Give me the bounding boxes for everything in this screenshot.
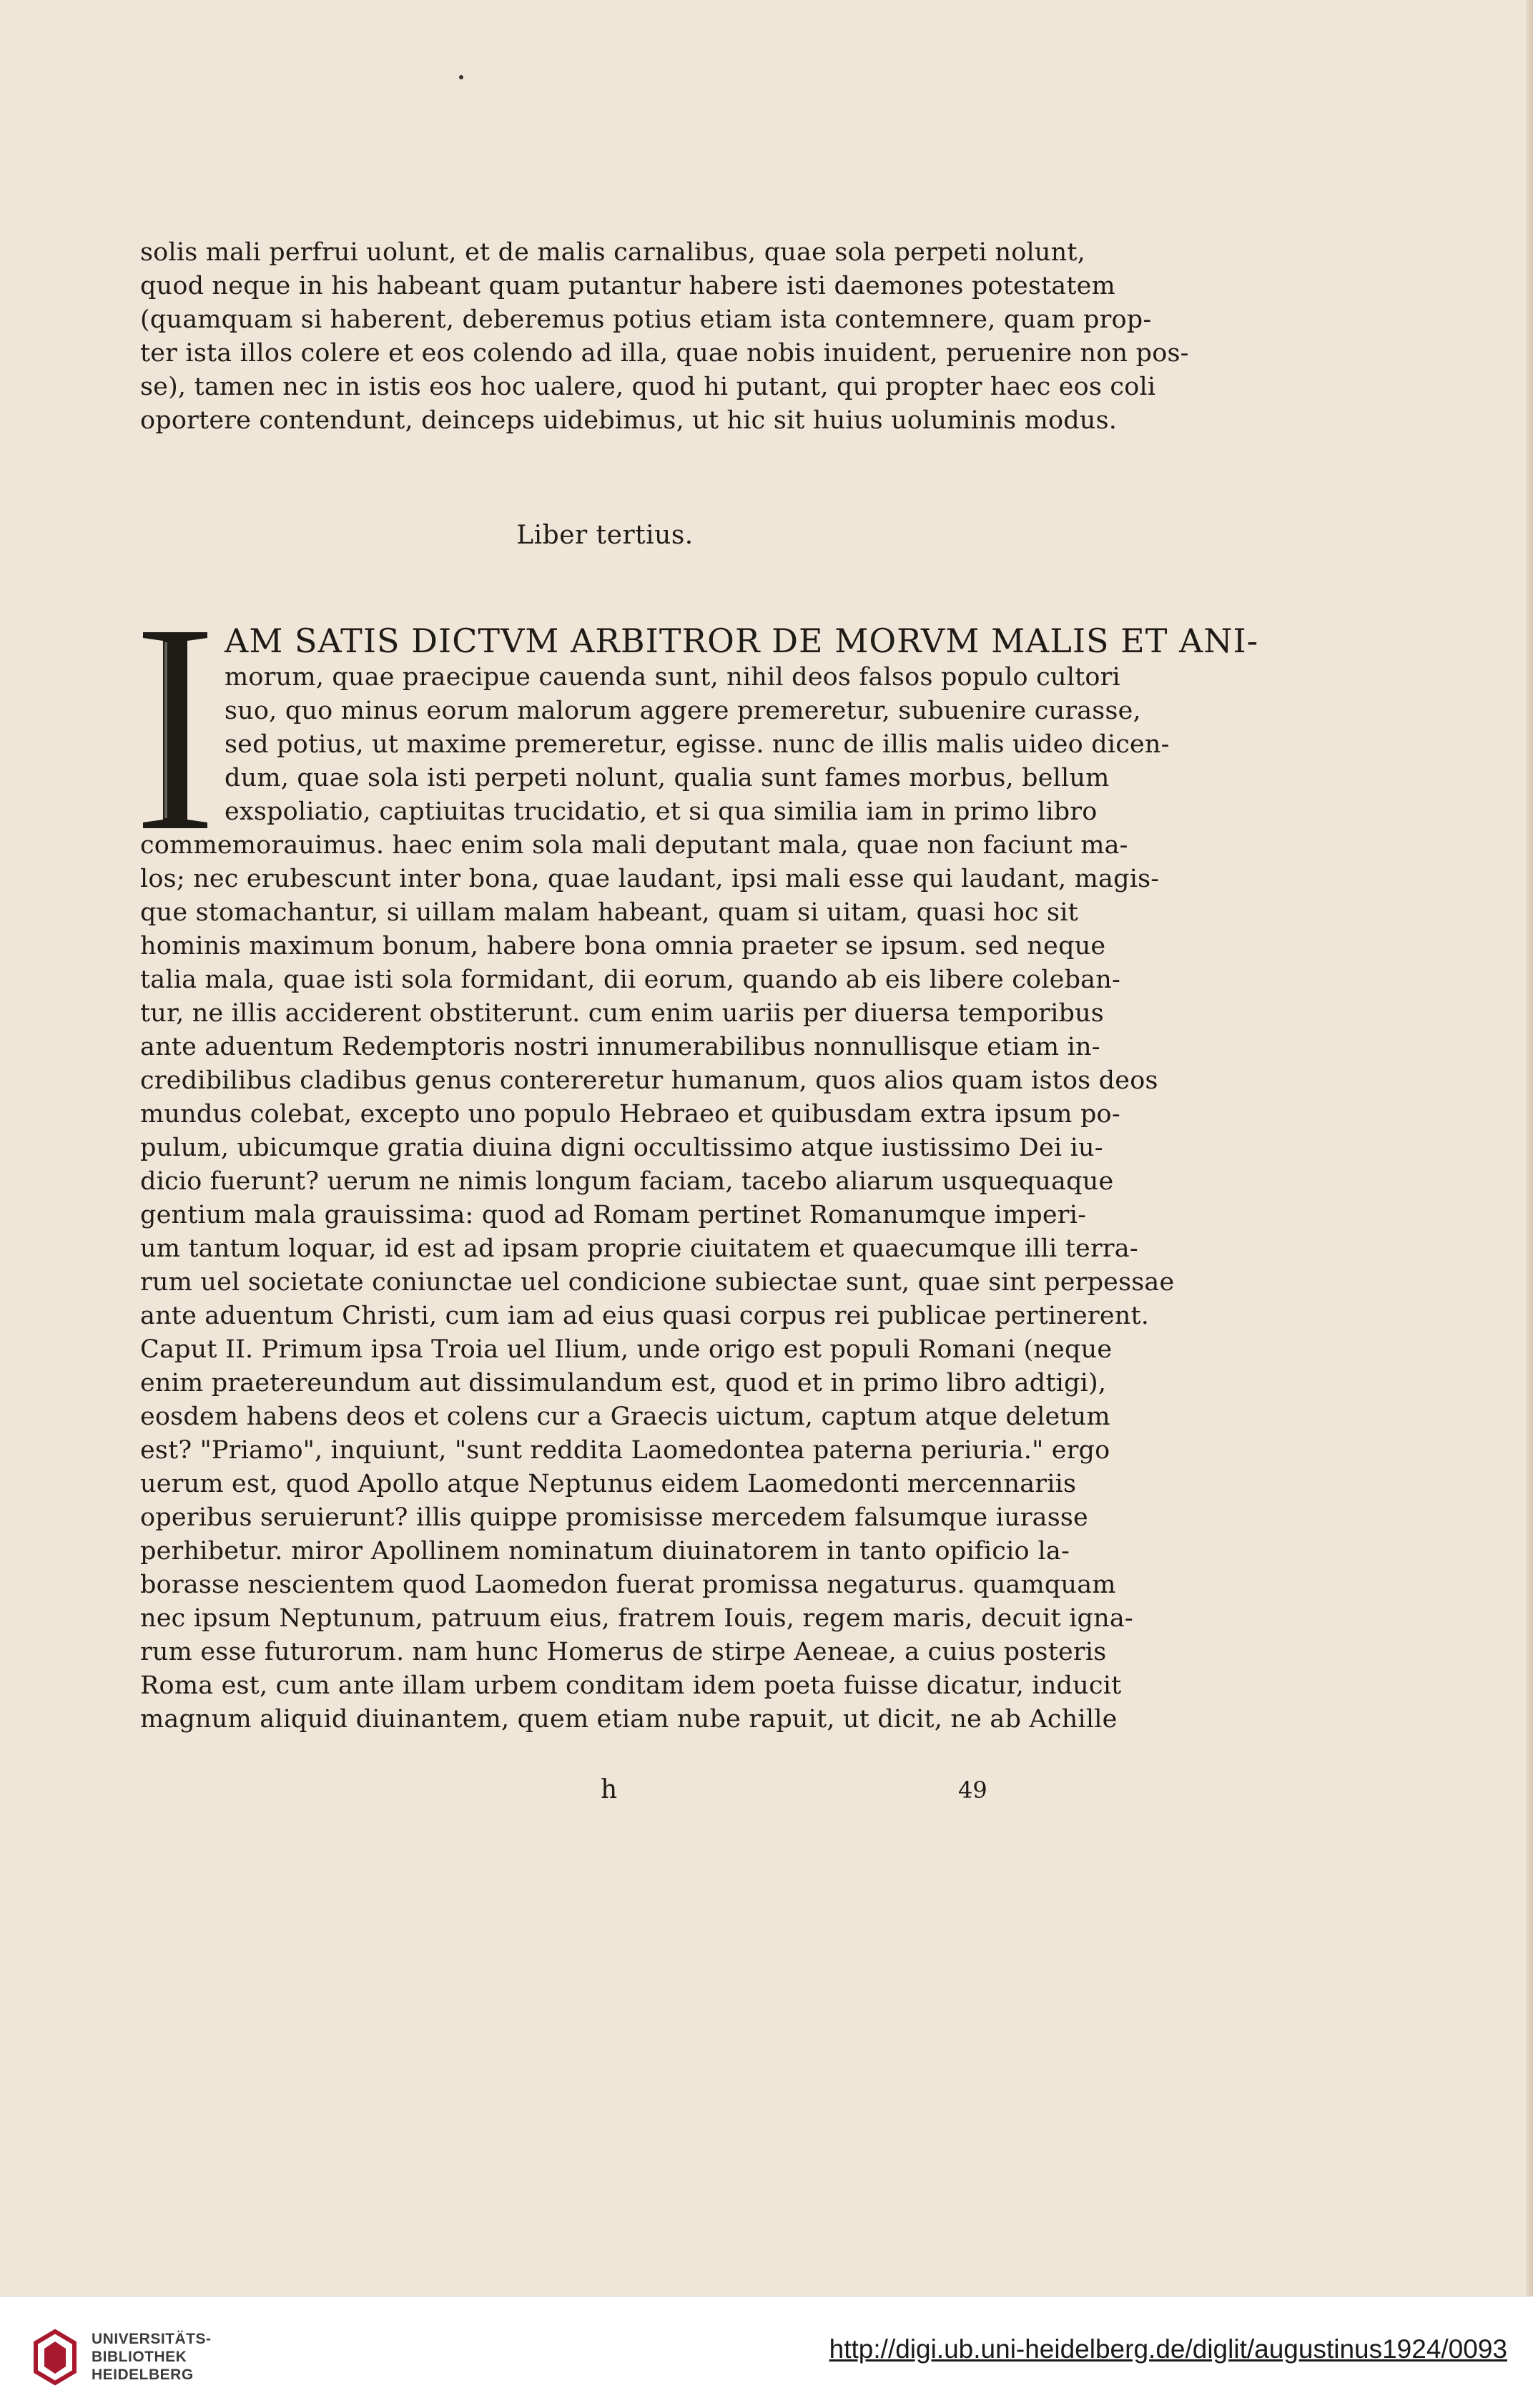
text-line: Caput II. Primum ipsa Troia uel Ilium, unde origo est populi Romani (neque: [140, 1335, 1113, 1364]
text-line: (quamquam si haberent, deberemus potius etiam ista contemnere, quam prop-: [140, 305, 1152, 334]
text-line: eosdem habens deos et colens cur a Graecis uictum, captum atque deletum: [140, 1402, 1110, 1431]
main-paragraph: [140, 829, 1175, 1736]
text-line: mundus colebat, excepto uno populo Hebraeo et quibusdam extra ipsum po-: [140, 1100, 1120, 1129]
library-name-line: BIBLIOTHEK: [92, 2349, 187, 2365]
initial-letter-i: [139, 628, 212, 832]
text-line: commemorauimus. haec enim sola mali deputant mala, quae non faciunt ma-: [140, 831, 1128, 860]
text-line: credibilibus cladibus genus contereretur humanum, quos alios quam istos deos: [140, 1066, 1158, 1095]
text-line: magnum aliquid diuinantem, quem etiam nube rapuit, ut dicit, ne ab Achille: [140, 1705, 1118, 1734]
page-edge: [1526, 0, 1533, 2296]
text-line: hominis maximum bonum, habere bona omnia praeter se ipsum. sed neque: [140, 932, 1106, 960]
text-line: morum, quae praecipue cauenda sunt, nihil deos falsos populo cultori: [225, 663, 1120, 692]
library-name-line: UNIVERSITÄTS-: [92, 2331, 212, 2347]
text-line: talia mala, quae isti sola formidant, dii eorum, quando ab eis libere coleban-: [140, 965, 1121, 994]
text-line: enim praetereundum aut dissimulandum est, quod et in primo libro adtigi),: [140, 1369, 1107, 1397]
text-line: oportere contendunt, deinceps uidebimus, ut hic sit huius uoluminis modus.: [140, 406, 1118, 435]
signature-mark: h: [601, 1775, 618, 1804]
text-line: operibus seruierunt? illis quippe promisisse mercedem falsumque iurasse: [140, 1503, 1088, 1532]
text-line: ante aduentum Christi, cum iam ad eius quasi corpus rei publicae pertinerent.: [140, 1302, 1150, 1330]
text-line: dum, quae sola isti perpeti nolunt, qualia sunt fames morbus, bellum: [225, 764, 1110, 792]
text-line: rum uel societate coniunctae uel condicione subiectae sunt, quae sint perpessae: [140, 1268, 1175, 1297]
text-line: solis mali perfrui uolunt, et de malis carnalibus, quae sola perpeti nolunt,: [140, 238, 1086, 267]
text-line: uerum est, quod Apollo atque Neptunus eidem Laomedonti mercennariis: [140, 1470, 1077, 1498]
text-line: pulum, ubicumque gratia diuina digni occultissimo atque iustissimo Dei iu-: [140, 1134, 1103, 1162]
book-heading: Liber tertius.: [516, 521, 694, 550]
page-mark-dot: [459, 75, 463, 79]
library-name: [92, 2330, 212, 2384]
text-line: quod neque in his habeant quam putantur habere isti daemones potestatem: [140, 272, 1115, 300]
indented-paragraph: [225, 661, 1170, 829]
text-line: rum esse futurorum. nam hunc Homerus de stirpe Aeneae, a cuius posteris: [140, 1638, 1107, 1666]
text-line: tur, ne illis acciderent obstiterunt. cum enim uariis per diuersa temporibus: [140, 999, 1104, 1028]
intro-paragraph: [140, 236, 1189, 438]
text-line: gentium mala grauissima: quod ad Romam pertinet Romanumque imperi-: [140, 1201, 1087, 1229]
text-line: nec ipsum Neptunum, patruum eius, fratrem Iouis, regem maris, decuit igna-: [140, 1604, 1133, 1633]
permalink-url[interactable]: http://digi.ub.uni-heidelberg.de/diglit/augustinus1924/0093: [829, 2334, 1507, 2364]
text-line: suo, quo minus eorum malorum aggere premeretur, subuenire curasse,: [225, 697, 1141, 725]
text-line: borasse nescientem quod Laomedon fuerat promissa negaturus. quamquam: [140, 1571, 1116, 1599]
text-line: los; nec erubescunt inter bona, quae laudant, ipsi mali esse qui laudant, magis-: [140, 865, 1160, 893]
text-line: que stomachantur, si uillam malam habeant, quam si uitam, quasi hoc sit: [140, 898, 1078, 927]
page-number: 49: [958, 1776, 987, 1804]
text-line: exspoliatio, captiuitas trucidatio, et si qua similia iam in primo libro: [225, 797, 1098, 826]
text-line: se), tamen nec in istis eos hoc ualere, quod hi putant, qui propter haec eos coli: [140, 373, 1156, 401]
text-line: um tantum loquar, id est ad ipsam proprie ciuitatem et quaecumque illi terra-: [140, 1234, 1138, 1263]
text-line: ante aduentum Redemptoris nostri innumerabilibus nonnullisque etiam in-: [140, 1033, 1100, 1061]
text-line: est? "Priamo", inquiunt, "sunt reddita Laomedontea paterna periuria." ergo: [140, 1436, 1110, 1465]
opening-capitals: AM SATIS DICTVM ARBITROR DE MORVM MALIS ET ANI-: [225, 621, 1259, 660]
library-logo-icon: [30, 2327, 80, 2387]
library-footer: [0, 2296, 1533, 2408]
text-line: perhibetur. miror Apollinem nominatum diuinatorem in tanto opificio la-: [140, 1537, 1070, 1566]
text-line: ter ista illos colere et eos colendo ad illa, quae nobis inuident, peruenire non pos-: [140, 339, 1189, 368]
text-line: dicio fuerunt? uerum ne nimis longum faciam, tacebo aliarum usquequaque: [140, 1167, 1114, 1196]
library-name-line: HEIDELBERG: [92, 2367, 194, 2383]
text-line: Roma est, cum ante illam urbem conditam idem poeta fuisse dicatur, inducit: [140, 1671, 1122, 1700]
text-line: sed potius, ut maxime premeretur, egisse. nunc de illis malis uideo dicen-: [225, 730, 1170, 759]
